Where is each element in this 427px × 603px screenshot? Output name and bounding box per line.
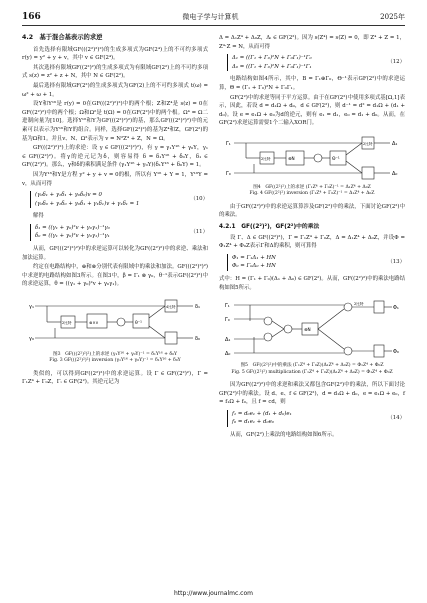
figure-4-diagram (224, 133, 400, 183)
equation-line: Φ₀ = Γ₀Δ₀ + HN (232, 263, 276, 270)
equation-12 (219, 54, 405, 71)
paragraph: 式中：H = (Γ₁ + Γ₀)(Δ₁ + Δ₀) ∈ GF(2²)。从而，GF((2²)²)中的乘法电路结构如图5所示。 (219, 275, 405, 291)
fig5-input-b0: Δ₀ (225, 351, 231, 358)
journal-name: 微电子学与计算机 (182, 13, 239, 21)
equation-number: （12） (387, 59, 405, 66)
footer-url: http://www.journalmc.com (174, 590, 253, 597)
equation-13 (219, 254, 405, 271)
caption-en: Fig. 3 GF(((2²)²)²) inversion (γ₁Y¹⁶ + γ₀Y)⁻¹ = δ₁Y¹⁶ + δ₀Y (49, 358, 181, 364)
figure-4-caption (219, 185, 405, 198)
caption-cn: 图3 GF(((2²)²)²)上的求逆 (γ₁Y¹⁶ + γ₀Y)⁻¹ = δ₁Y¹⁶ + δ₀Y (52, 352, 178, 358)
equation-number: （13） (387, 259, 405, 266)
caption-cn: 图5 GF((2²)²)中的乘法 (Γ₁Z⁴ + Γ₀Z)(Δ₁Z⁴ + Δ₀Z) = Φ₁Z⁴ + Φ₀Z (240, 363, 384, 369)
equation-line: Φ₁ = Γ₁Δ₁ + HN (232, 254, 276, 261)
equation-line: f₀ = d₁e₁ + d₀e₀ (232, 419, 274, 426)
fig5-input-b1: Δ₁ (225, 337, 231, 344)
paragraph: 设 Γ、Δ ∈ GF((2²)²)，Γ = Γ₁Z⁴ + Γ₀Z，Δ = Δ₁Z⁴ + Δ₀Z，并设Φ = Φ₁Z⁴ + Φ₀Z表示Γ和Δ的乘积，则可算得 (219, 234, 405, 250)
equation-number: （14） (387, 414, 405, 421)
page-number: 166 (22, 12, 41, 22)
equation-line: f₁ = d₀e₁ + (d₁ + d₀)e₁ (232, 410, 292, 417)
paragraph: GF(2²)中的求逆等同于平方运算。由于在GF(2²)中使用多项式基[Ω,1]表示，因此，若设 d = d₁Ω + d₀，d ∈ GF(2²)，则 d⁻¹ = d² = d₁Ω + (d₁ + d₀)。设 e = e₁Ω + e₀为d的逆元，则有 e₁ = d₁，e₀ = d₁ + d₀。从而，在GF(2²)求逆运算需要1个二输入XOR门。 (219, 94, 405, 127)
equation-line: (γ₀δ₁ + γ₁δ₁ + γ₀δ₀)v = 0 (35, 192, 102, 199)
fig4-square-label: 2比特 (261, 156, 271, 161)
paragraph: 因为Y¹⁶和Y是方程 y² + y + v = 0的根，所以有 Y¹⁶ + Y = 1，Y¹⁶Y = v，从而可得 (22, 171, 208, 187)
equation-line: δ₁ = ((γ₁ + γ₀)²v + γ₀γ₁)⁻¹γ₀ (35, 224, 110, 231)
paragraph: 其次选择有限域GF((2²)²)的生成多项式为有限域GF(2²)上的不可约多项式 s(z) = z² + z + N，其中 N ∈ GF(2²)。 (22, 64, 208, 80)
fig3-input-bottom: γ₀ (29, 336, 34, 343)
paragraph: GF(((2²)²)²)上的求逆：设 γ ∈ GF(((2²)²)²)，有 γ = γ₁Y¹⁶ + γ₀Y，γ₁ ∈ GF((2²)²)。将γ的逆元记为δ，则容易得 δ = δ₁Y¹⁶ + δ₀Y，δ₁ ∈ GF((2²)²)。那么，γ和δ的乘积满足条件 (γ₁Y¹⁶ + γ₀Y)(δ₁Y¹⁶ + δ₀Y) = 1。 (22, 145, 208, 169)
equation-11 (22, 224, 208, 241)
paragraph: 约定在电路结构中，⊕和⊗分别代表有限域中的乘法和加法。GF(((2²)²)²)中求逆的电路结构如图3所示。在图3中，β = Γ₁ ⊗ γ₀，θ⁻¹表示GF((2²)²)中的求逆运算，θ = ((γ₁ + γ₀)²v + γ₀γ₁)。 (22, 264, 208, 288)
figure-3 (22, 294, 208, 365)
figure-3-caption (22, 352, 208, 365)
figure-5-diagram (224, 297, 400, 361)
caption-cn: 图4 GF((2²)²)上的求逆 (Γ₁Z⁴ + Γ₀Z)⁻¹ = Δ₁Z⁴ + Δ₀Z (253, 184, 371, 190)
equation-10 (22, 191, 208, 208)
paragraph: 电路结构如图4所示，其中，B = Γ₁⊕Γ₀，Θ⁻¹表示GF(2²)中的求逆运算，Θ = (Γ₁ + Γ₀)²N + Γ₀Γ₁。 (219, 76, 405, 91)
fig3-inverse-label: θ⁻¹ (135, 321, 142, 327)
paragraph: 因为GF((2²)²)中的求逆和乘法又都包含GF(2²)中的乘法，所以下面讨论GF(2²)中的乘法。设 d、e、f ∈ GF(2²)，d = d₁Ω + d₀，e = e₁Ω + e₀，f = f₁Ω + f₀，且 f = cd，则 (219, 381, 405, 406)
fig4-mult-n-label: ⊗N (288, 155, 295, 161)
fig4-output-top: Δ₁ (392, 140, 398, 147)
paragraph: 由于GF((2²)²)中的求逆运算算涉及GF(2²)中的乘法，下面讨论GF(2²)中的乘法。 (219, 203, 405, 219)
fig4-inverse-label: Θ⁻¹ (332, 156, 340, 162)
journal-year: 2025年 (380, 13, 405, 21)
section-heading: 4.2 基于混合基表示的求逆 (22, 34, 103, 41)
equation-line: δ₀ = ((γ₁ + γ₀)²v + γ₀γ₁)⁻¹γ₁ (35, 233, 110, 240)
figure-5-caption (219, 363, 405, 376)
fig5-input-a0: Γ₀ (225, 317, 230, 324)
fig3-mult-v-label: ⊗×v (89, 320, 99, 326)
left-column (22, 34, 208, 388)
fig3-bits-label: 4比特 (166, 305, 176, 310)
fig5-mult-n-label: ⊗N (304, 327, 311, 333)
fig4-output-bottom: Δ₀ (392, 170, 398, 177)
equation-line: (γ₀δ₀ + γ₁δ₀ + γ₀δ₁ + γ₁δ₁)v + γ₁δ₁ = 1 (35, 200, 140, 207)
running-header (22, 11, 405, 26)
figure-3-diagram (27, 294, 203, 350)
fig4-input-top: Γ₁ (226, 140, 231, 147)
paragraph: 从而，GF(2²)上乘法的电路结构如图6所示。 (230, 431, 338, 438)
fig5-output-bottom: Φ₀ (393, 349, 399, 356)
paragraph: 从而，GF(((2²)²)²)中的求逆运算可以转化为GF((2²)²)中的求逆、乘法和加法运算。 (22, 246, 208, 261)
fig4-bits-label: 2比特 (363, 141, 373, 146)
figure-4 (219, 133, 405, 198)
paragraph: 解得 (33, 213, 44, 220)
fig5-output-top: Φ₁ (393, 305, 399, 312)
paragraph: 设Y和Y¹⁶是 r(y) = 0在GF(((2²)²)²)中的两个根；Z和Z⁴是 s(z) = 0在GF((2²)²)中的两个根；Ω和Ω²是 t(Ω) = 0在GF(2²)中的两个根。Ω⁴ = Ω二进制向量为[10]。选择Y¹⁶和Y为GF(((2²)²)²)的基，那么GF(((2²)²)²)中的元素可以表示为Y¹⁶和Y的组合。同样，选择GF((2²)²)的基为Z⁴和Z，GF(2²)的基为Ω和1。并且v、N、Ω²表示为 v = N²Z⁴ + Z，N = Ω。 (22, 101, 208, 142)
caption-en: Fig. 5 GF((2²)²) multiplication (Γ₁Z⁴ + Γ₀Z)(Δ₁Z⁴ + Δ₀Z) = Φ₁Z⁴ + Φ₀Z (231, 369, 393, 375)
fig5-input-a1: Γ₁ (225, 303, 230, 310)
paragraph: Δ = Δ₁Z⁴ + Δ₀Z，Δᵢ ∈ GF(2²)。因为 s(Z⁴) = s(Z) = 0，即 Z⁴ + Z = 1，Z⁴·Z = N，从而可得 (219, 35, 405, 50)
subsection-heading: 4.2.1 GF((2²)²)，GF(2²)中的乘法 (219, 223, 320, 230)
equation-number: （11） (190, 229, 208, 236)
fig3-square-label: 2比特 (62, 321, 72, 326)
fig3-output-top: δ₁ (195, 304, 201, 311)
paragraph: 类似的，可以得到GF((2²)²)中的求逆运算。设 Γ ∈ GF((2²)²)，Γ = Γ₁Z⁴ + Γ₀Z，Γᵢ ∈ GF(2²)。其逆元记为 (22, 370, 208, 386)
right-column (219, 34, 405, 440)
caption-en: Fig. 4 GF((2²)²) inversion (Γ₁Z⁴ + Γ₀Z)⁻¹ = Δ₁Z⁴ + Δ₀Z (249, 191, 375, 197)
paragraph: 首先选择有限域GF(((2²)²)²)的生成多项式为GF(2⁴)上的不可约多项式 r(y) = y² + y + v，其中 v ∈ GF(2⁴)。 (22, 46, 208, 62)
paragraph: 最后选择有限域GF(2²)的生成多项式为GF(2)上的不可约多项式 t(ω) = ω² + ω + 1。 (22, 82, 208, 98)
equation-number: （10） (190, 196, 208, 203)
equation-line: Δ₁ = ((Γ₁ + Γ₀)²N + Γ₀Γ₁)⁻¹Γ₀ (232, 55, 312, 62)
figure-5 (219, 297, 405, 376)
fig5-bits-label: 2比特 (354, 302, 364, 307)
fig4-input-bottom: Γ₀ (226, 170, 231, 177)
fig3-output-bottom: δ₀ (195, 336, 201, 343)
fig3-input-top: γ₁ (29, 304, 34, 311)
equation-line: Δ₀ = ((Γ₁ + Γ₀)²N + Γ₀Γ₁)⁻¹Γ₁ (232, 63, 312, 70)
equation-14 (219, 410, 405, 427)
